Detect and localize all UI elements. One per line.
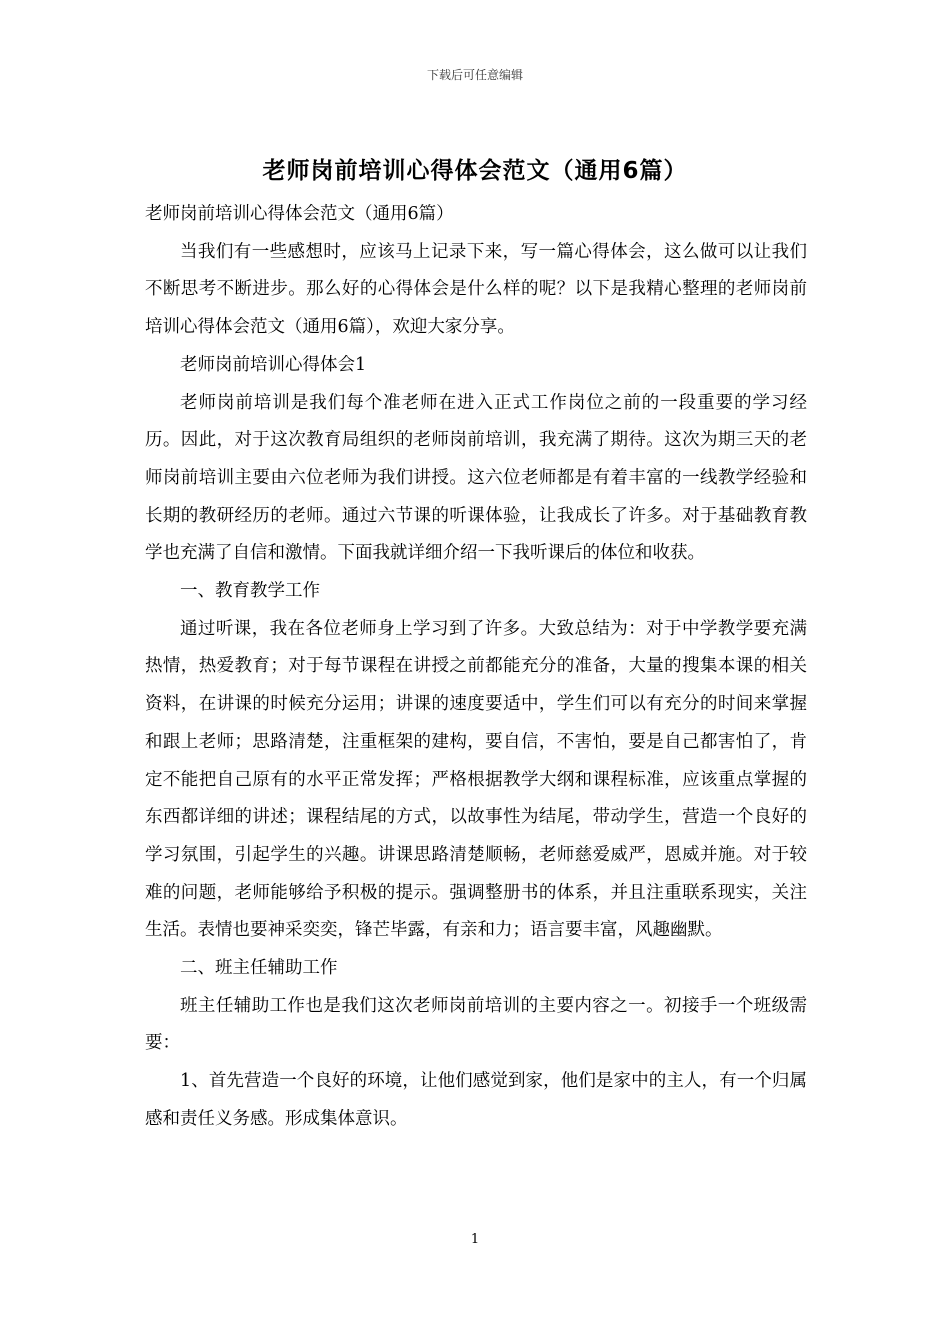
body-paragraph: 1、首先营造一个良好的环境，让他们感觉到家，他们是家中的主人，有一个归属感和责任义务感。形成集体意识。 — [145, 1071, 807, 1129]
page-number: 1 — [470, 1232, 480, 1247]
document-body — [145, 196, 807, 1139]
section-heading-1: 老师岗前培训心得体会1 — [180, 354, 367, 375]
page-header-note: 下载后可任意编辑 — [426, 68, 523, 82]
section-heading-teaching: 一、教育教学工作 — [180, 581, 320, 602]
document-title: 老师岗前培训心得体会范文（通用6篇） — [262, 158, 688, 184]
intro-paragraph: 当我们有一些感想时，应该马上记录下来，写一篇心得体会，这么做可以让我们不断思考不断进步。那么好的心得体会是什么样的呢？以下是我精心整理的老师岗前培训心得体会范文（通用6篇），欢迎大家分享。 — [145, 241, 807, 338]
section-heading-class-teacher: 二、班主任辅助工作 — [180, 958, 338, 979]
body-paragraph: 通过听课，我在各位老师身上学习到了许多。大致总结为：对于中学教学要充满热情，热爱教育；对于每节课程在讲授之前都能充分的准备，大量的搜集本课的相关资料，在讲课的时候充分运用；讲课的速度要适中，学生们可以有充分的时间来掌握和跟上老师；思路清楚，注重框架的建构，要自信，不害怕，要是自己都害怕了，肯定不能把自己原有的水平正常发挥；严格根据教学大纲和课程标准，应该重点掌握的东西都详细的讲述；课程结尾的方式，以故事性为结尾，带动学生，营造一个良好的学习氛围，引起学生的兴趣。讲课思路清楚顺畅，老师慈爱威严，恩威并施。对于较难的问题，老师能够给予积极的提示。强调整册书的体系，并且注重联系现实，关注生活。表情也要神采奕奕，锋芒毕露，有亲和力；语言要丰富，风趣幽默。 — [145, 618, 807, 941]
body-paragraph: 老师岗前培训是我们每个准老师在进入正式工作岗位之前的一段重要的学习经历。因此，对于这次教育局组织的老师岗前培训，我充满了期待。这次为期三天的老师岗前培训主要由六位老师为我们讲授。这六位老师都是有着丰富的一线教学经验和长期的教研经历的老师。通过六节课的听课体验，让我成长了许多。对于基础教育教学也充满了自信和激情。下面我就详细介绍一下我听课后的体位和收获。 — [145, 392, 807, 564]
subtitle-paragraph: 老师岗前培训心得体会范文（通用6篇） — [145, 204, 454, 224]
body-paragraph: 班主任辅助工作也是我们这次老师岗前培训的主要内容之一。初接手一个班级需要： — [145, 995, 807, 1054]
